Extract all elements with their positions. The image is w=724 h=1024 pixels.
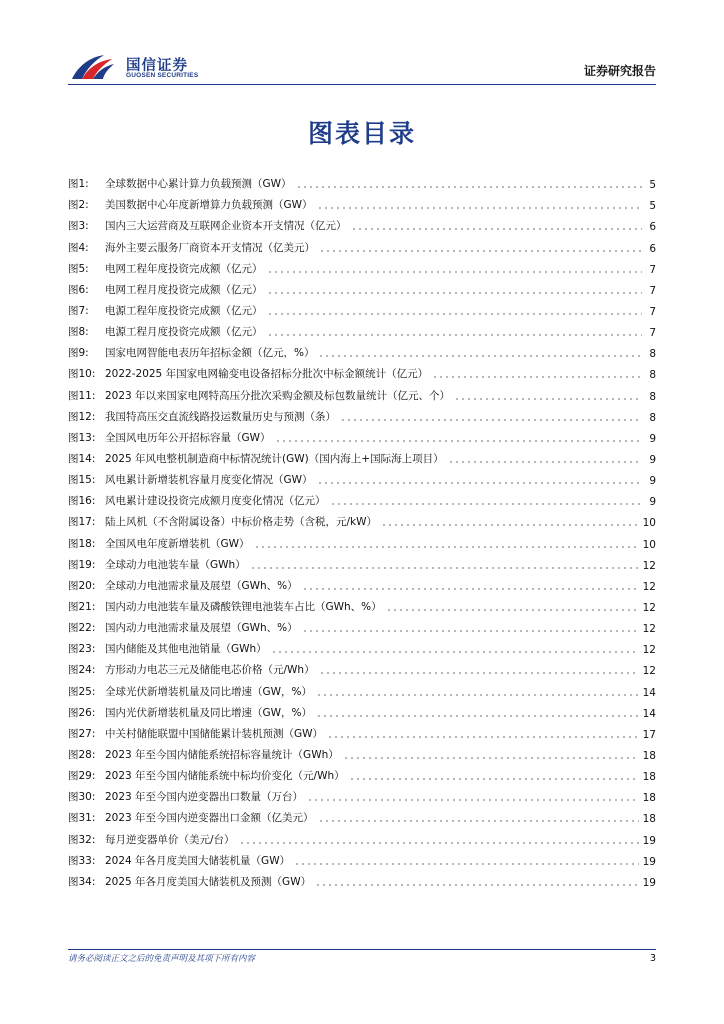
toc-entry-label: 国内动力电池需求量及展望（GWh、%）: [105, 622, 298, 635]
toc-entry-number: 图34:: [68, 875, 96, 888]
toc-entry-number: 图11:: [68, 389, 96, 402]
toc-dot-leader: [448, 461, 642, 463]
toc-entry[interactable]: [68, 276, 656, 297]
toc-entry[interactable]: [68, 593, 656, 614]
logo-english-name: GUOSEN SECURITIES: [126, 72, 199, 79]
toc-entry[interactable]: [68, 424, 656, 445]
toc-entry-label: 电网工程年度投资完成额（亿元）: [105, 262, 263, 275]
toc-dot-leader: [343, 757, 639, 759]
toc-entry-page: 18: [642, 792, 656, 805]
toc-entry-number: 图21:: [68, 600, 96, 613]
toc-entry[interactable]: [68, 339, 656, 360]
toc-entry-label: 我国特高压交直流线路投运数量历史与预测（条）: [105, 410, 336, 423]
toc-dot-leader: [351, 228, 643, 230]
toc-entry[interactable]: [68, 445, 656, 466]
toc-entry[interactable]: [68, 381, 656, 402]
toc-entry-number: 图20:: [68, 579, 96, 592]
toc-entry[interactable]: [68, 360, 656, 381]
toc-entry-page: 18: [642, 749, 656, 762]
toc-dot-leader: [267, 292, 643, 294]
toc-entry-number: 图15:: [68, 474, 96, 487]
toc-entry-number: 图1:: [68, 178, 89, 191]
toc-dot-leader: [307, 799, 639, 801]
toc-dot-leader: [317, 207, 642, 209]
toc-entry-label: 方形动力电芯三元及储能电芯价格（元/Wh）: [105, 664, 315, 677]
toc-dot-leader: [250, 567, 639, 569]
toc-entry-number: 图29:: [68, 770, 96, 783]
toc-entry[interactable]: [68, 847, 656, 868]
toc-entry[interactable]: [68, 572, 656, 593]
toc-dot-leader: [267, 271, 643, 273]
toc-entry-label: 2025 年风电整机制造商中标情况统计(GW)（国内海上+国际海上项目）: [105, 452, 444, 465]
toc-entry-label: 国内光伏新增装机量及同比增速（GW，%）: [105, 706, 312, 719]
toc-dot-leader: [275, 440, 642, 442]
toc-entry-number: 图32:: [68, 833, 96, 846]
toc-entry[interactable]: [68, 255, 656, 276]
toc-entry-page: 18: [642, 771, 656, 784]
toc-entry[interactable]: [68, 487, 656, 508]
toc-entry-number: 图10:: [68, 368, 96, 381]
toc-entry-number: 图24:: [68, 664, 96, 677]
toc-entry-page: 7: [649, 327, 656, 340]
toc-entry-number: 图19:: [68, 558, 96, 571]
toc-entry-page: 8: [649, 411, 656, 424]
toc-dot-leader: [316, 715, 639, 717]
toc-dot-leader: [317, 482, 642, 484]
toc-entry-label: 2023 年以来国家电网特高压分批次采购金额及标包数量统计（亿元、个）: [105, 389, 451, 402]
toc-entry-number: 图33:: [68, 854, 96, 867]
toc-entry-number: 图6:: [68, 283, 89, 296]
toc-dot-leader: [319, 672, 639, 674]
toc-entry-number: 图2:: [68, 199, 89, 212]
toc-entry-page: 10: [642, 538, 656, 551]
page-header: [0, 0, 724, 86]
toc-entry-page: 7: [649, 305, 656, 318]
toc-entry-label: 2022-2025 年国家电网输变电设备招标分批次中标金额统计（亿元）: [105, 368, 429, 381]
toc-entry[interactable]: [68, 529, 656, 550]
toc-entry-number: 图4:: [68, 241, 89, 254]
toc-entry-number: 图8:: [68, 326, 89, 339]
toc-title: 图表目录: [307, 119, 416, 148]
toc-dot-leader: [318, 820, 639, 822]
toc-entry[interactable]: [68, 868, 656, 889]
toc-entry-page: 9: [649, 475, 656, 488]
toc-entry-page: 6: [649, 221, 656, 234]
toc-entry-label: 国内储能及其他电池销量（GWh）: [105, 643, 267, 656]
toc-entry-page: 12: [642, 644, 656, 657]
header-divider: [68, 84, 656, 85]
toc-entry-label: 全球光伏新增装机量及同比增速（GW，%）: [105, 685, 312, 698]
toc-dot-leader: [316, 694, 639, 696]
toc-entry-page: 12: [642, 623, 656, 636]
toc-entry-label: 电源工程月度投资完成额（亿元）: [105, 326, 263, 339]
toc-dot-leader: [330, 503, 643, 505]
toc-entry[interactable]: [68, 614, 656, 635]
toc-dot-leader: [319, 250, 642, 252]
toc-entry-number: 图7:: [68, 304, 89, 317]
toc-entry-page: 7: [649, 263, 656, 276]
toc-entry-number: 图3:: [68, 220, 89, 233]
toc-entry-page: 19: [642, 876, 656, 889]
toc-entry[interactable]: [68, 783, 656, 804]
toc-entry[interactable]: [68, 720, 656, 741]
toc-dot-leader: [349, 778, 639, 780]
toc-entry-page: 8: [649, 348, 656, 361]
toc-entry[interactable]: [68, 191, 656, 212]
footer-divider: [68, 949, 656, 950]
toc-entry-number: 图22:: [68, 622, 96, 635]
toc-entry-number: 图23:: [68, 643, 96, 656]
toc-entry[interactable]: [68, 466, 656, 487]
toc-entry-number: 图12:: [68, 410, 96, 423]
toc-entry-label: 电源工程年度投资完成额（亿元）: [105, 304, 263, 317]
toc-entry[interactable]: [68, 656, 656, 677]
toc-entry-label: 国内动力电池装车量及磷酸铁锂电池装车占比（GWh、%）: [105, 600, 382, 613]
toc-entry-label: 2023 年至今国内逆变器出口金额（亿美元）: [105, 812, 314, 825]
toc-entry-page: 9: [649, 496, 656, 509]
toc-dot-leader: [267, 313, 643, 315]
toc-dot-leader: [318, 355, 642, 357]
toc-entry-page: 12: [642, 559, 656, 572]
toc-entry-page: 12: [642, 580, 656, 593]
toc-entry-label: 国内三大运营商及互联网企业资本开支情况（亿元）: [105, 220, 347, 233]
toc-entry-label: 2023 年至今国内储能系统招标容量统计（GWh）: [105, 748, 339, 761]
toc-entry-number: 图25:: [68, 685, 96, 698]
toc-dot-leader: [340, 419, 642, 421]
toc-entry-label: 2024 年各月度美国大储装机量（GW）: [105, 854, 291, 867]
toc-entry-page: 9: [649, 432, 656, 445]
toc-entry-label: 全球动力电池需求量及展望（GWh、%）: [105, 579, 298, 592]
toc-entry-page: 14: [642, 686, 656, 699]
toc-entry-number: 图28:: [68, 748, 96, 761]
toc-entry[interactable]: [68, 635, 656, 656]
toc-entry-number: 图9:: [68, 347, 89, 360]
toc-entry[interactable]: [68, 825, 656, 846]
toc-entry-label: 美国数据中心年度新增算力负载预测（GW）: [105, 199, 313, 212]
toc-dot-leader: [239, 842, 639, 844]
toc-dot-leader: [432, 376, 642, 378]
toc-entry-page: 5: [649, 179, 656, 192]
toc-entry-page: 8: [649, 369, 656, 382]
toc-entry-page: 5: [649, 200, 656, 213]
toc-dot-leader: [294, 863, 639, 865]
toc-entry-number: 图17:: [68, 516, 96, 529]
toc-entry[interactable]: [68, 551, 656, 572]
toc-entry-label: 风电累计建设投资完成额月度变化情况（亿元）: [105, 495, 326, 508]
toc-entry-page: 10: [642, 517, 656, 530]
toc-dot-leader: [302, 630, 639, 632]
report-type-label: 证券研究报告: [583, 64, 656, 78]
toc-dot-leader: [302, 588, 639, 590]
toc-dot-leader: [296, 186, 642, 188]
toc-entry-page: 8: [649, 390, 656, 403]
toc-entry[interactable]: [68, 212, 656, 233]
toc-entry[interactable]: [68, 508, 656, 529]
page-number: 3: [649, 953, 656, 964]
toc-entry[interactable]: [68, 170, 656, 191]
toc-entry[interactable]: [68, 297, 656, 318]
toc-entry-number: 图27:: [68, 727, 96, 740]
toc-dot-leader: [271, 651, 639, 653]
toc-entry-label: 国家电网智能电表历年招标金额（亿元，%）: [105, 347, 315, 360]
toc-entry-number: 图18:: [68, 537, 96, 550]
toc-entry-label: 2025 年各月度美国大储装机及预测（GW）: [105, 875, 312, 888]
toc-dot-leader: [267, 334, 643, 336]
toc-entry-number: 图26:: [68, 706, 96, 719]
toc-entry-number: 图13:: [68, 431, 96, 444]
toc-entry-page: 14: [642, 707, 656, 720]
toc-dot-leader: [454, 398, 642, 400]
toc-entry-page: 17: [642, 728, 656, 741]
toc-entry-label: 2023 年至今国内储能系统中标均价变化（元/Wh）: [105, 770, 345, 783]
toc-entry-number: 图31:: [68, 812, 96, 825]
toc-entry[interactable]: [68, 233, 656, 254]
toc-entry[interactable]: [68, 762, 656, 783]
toc-entry-label: 中关村储能联盟中国储能累计装机预测（GW）: [105, 727, 324, 740]
toc-entry-label: 每月逆变器单价（美元/台）: [105, 833, 235, 846]
toc-entry-label: 2023 年至今国内逆变器出口数量（万台）: [105, 791, 304, 804]
toc-dot-leader: [315, 884, 639, 886]
toc-dot-leader: [381, 524, 639, 526]
toc-dot-leader: [254, 546, 639, 548]
toc-entry-number: 图16:: [68, 495, 96, 508]
toc-entry-page: 18: [642, 813, 656, 826]
toc-entry-number: 图14:: [68, 452, 96, 465]
toc-entry-label: 全球数据中心累计算力负载预测（GW）: [105, 178, 292, 191]
toc-entry[interactable]: [68, 741, 656, 762]
toc-entry-number: 图30:: [68, 791, 96, 804]
guosen-logo-icon: [70, 52, 116, 82]
toc-dot-leader: [327, 736, 639, 738]
toc-entry[interactable]: [68, 699, 656, 720]
toc-entry-label: 海外主要云服务厂商资本开支情况（亿美元）: [105, 241, 315, 254]
toc-entry-page: 12: [642, 601, 656, 614]
toc-entry[interactable]: [68, 677, 656, 698]
toc-entry-label: 全国风电历年公开招标容量（GW）: [105, 431, 271, 444]
toc-entry-page: 19: [642, 834, 656, 847]
toc-entry-page: 9: [649, 453, 656, 466]
logo-chinese-name: 国信证券: [126, 58, 188, 74]
disclaimer-note: 请务必阅读正文之后的免责声明及其项下所有内容: [68, 954, 256, 964]
toc-dot-leader: [386, 609, 639, 611]
toc-entry-page: 7: [649, 284, 656, 297]
toc-entry[interactable]: [68, 804, 656, 825]
figure-list: [68, 170, 656, 889]
toc-entry-label: 电网工程月度投资完成额（亿元）: [105, 283, 263, 296]
toc-entry-page: 6: [649, 242, 656, 255]
company-logo: [70, 52, 210, 86]
toc-entry-page: 19: [642, 855, 656, 868]
toc-entry-label: 全国风电年度新增装机（GW）: [105, 537, 250, 550]
toc-entry[interactable]: [68, 403, 656, 424]
toc-entry-label: 风电累计新增装机容量月度变化情况（GW）: [105, 474, 313, 487]
toc-entry-label: 陆上风机（不含附属设备）中标价格走势（含税，元/kW）: [105, 516, 377, 529]
toc-entry-label: 全球动力电池装车量（GWh）: [105, 558, 246, 571]
toc-entry[interactable]: [68, 318, 656, 339]
toc-entry-number: 图5:: [68, 262, 89, 275]
toc-entry-page: 12: [642, 665, 656, 678]
